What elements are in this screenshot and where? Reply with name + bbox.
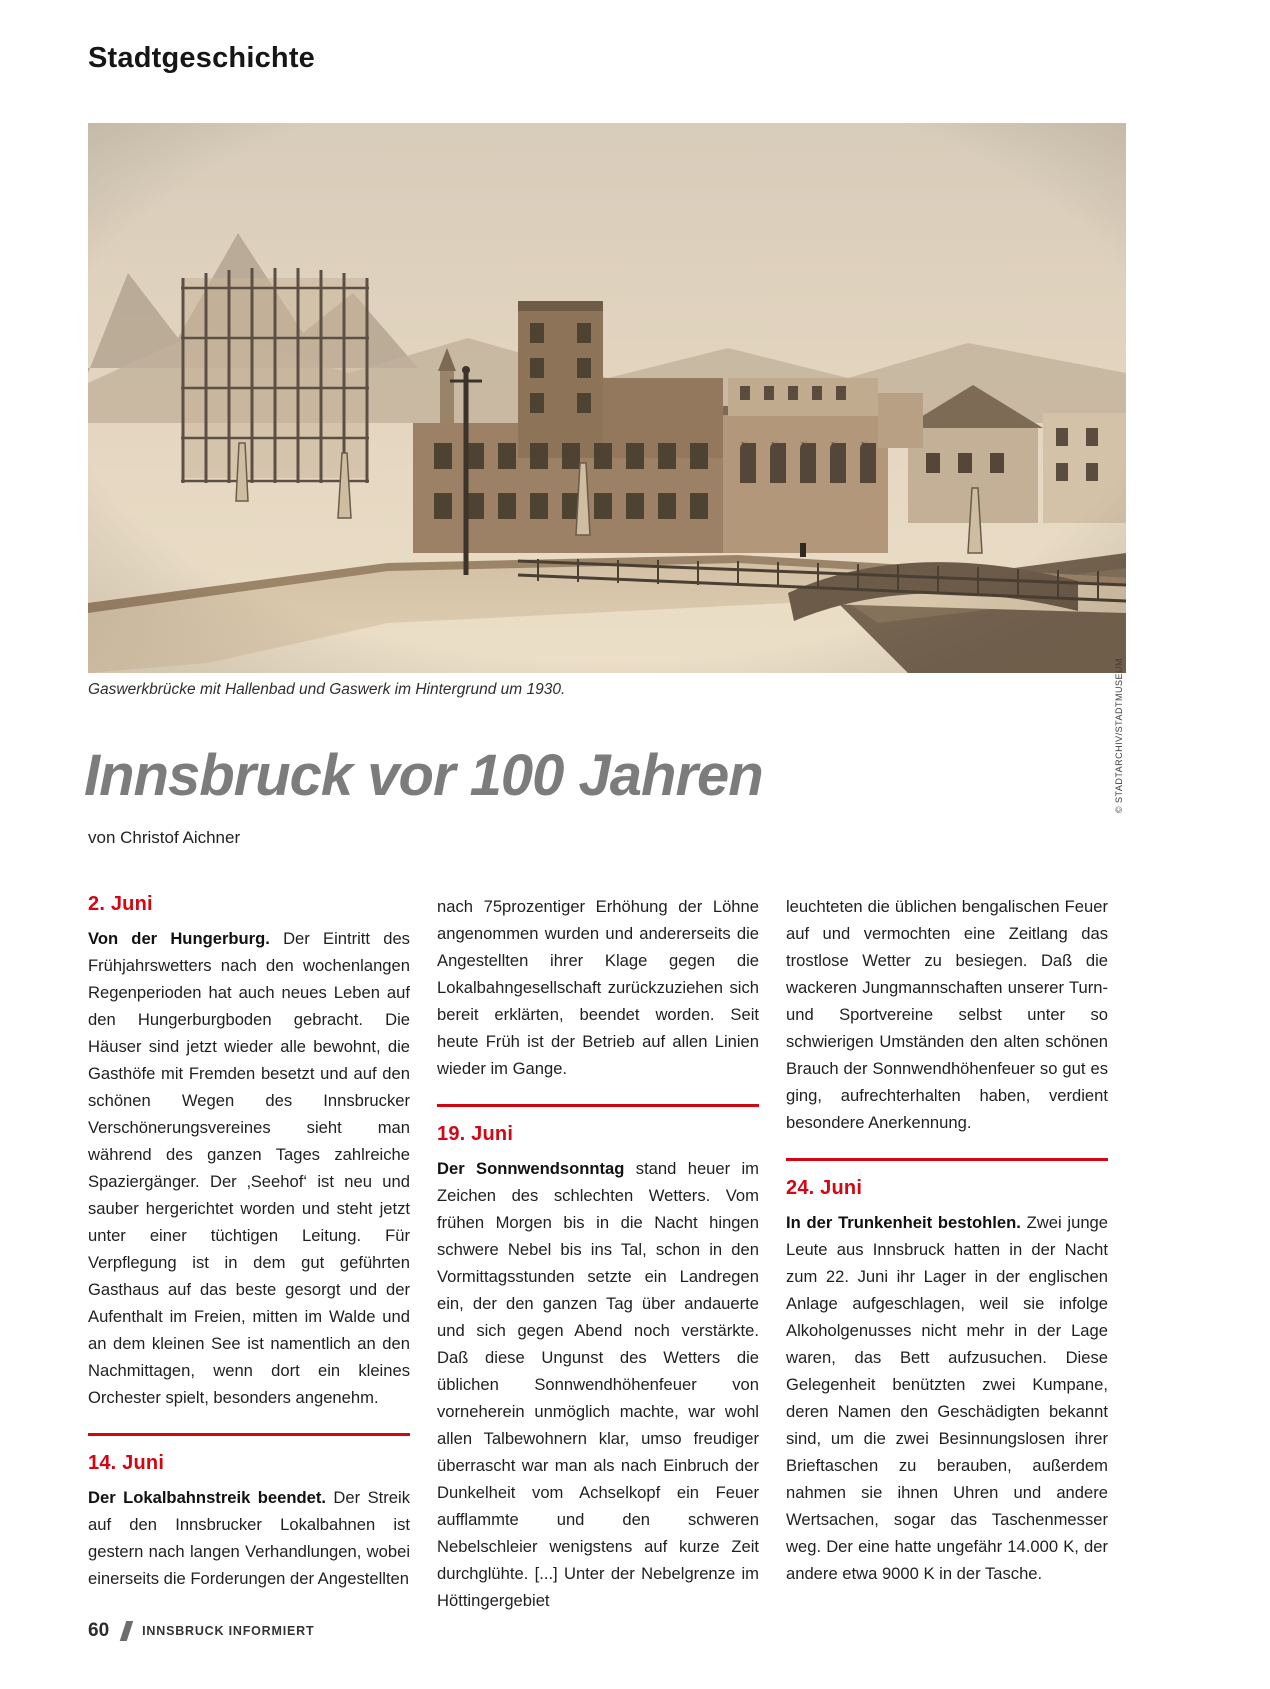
- paragraph-text: stand heuer im Zeichen des schlechten Wetters. Vom frühen Morgen bis in die Nacht hingen schwere Nebel bis ins Tal, schon in den Vormittagsstunden setzte ein Landregen ein, der den ganzen Tag über andauerte und sich gegen Abend noch verstärkte. Daß diese Ungunst des Wetters die üblichen Sonnwendhöhenfeuer von vorneherein unmöglich machte, war wohl allen Talbewohnern klar, umso freudiger überrascht war man als nach Einbruch der Dunkelheit vom Achselkopf ein Feuer aufflammte und den schweren Nebelschleier wenigstens auf kurze Zeit durchglühte. [...] Unter der Nebelgrenze im Höttingergebiet: [437, 1159, 760, 1610]
- page-number: 60: [88, 1620, 110, 1641]
- paragraph-text: leuchteten die üblichen bengalischen Feuer auf und vermochten eine Zeitlang das trostlose Wetter zu besiegen. Daß die wackeren Jungmannschaften unserer Turn- und Sportvereine selbst unter so schwierigen Umständen den alten schönen Brauch der Sonnwendhöhenfeuer so gut es ging, aufrechterhalten haben, verdient besondere Anerkennung.: [786, 897, 1108, 1132]
- paragraph-lead: Der Sonnwendsonntag: [437, 1159, 625, 1178]
- column-3: [786, 893, 1108, 1593]
- photo-illustration: [88, 123, 1126, 673]
- article-paragraph: [88, 925, 410, 1411]
- section-label: Stadtgeschichte: [88, 42, 315, 74]
- article-paragraph: [437, 1155, 759, 1614]
- section-divider: [437, 1104, 759, 1107]
- paragraph-lead: In der Trunkenheit bestohlen.: [786, 1213, 1021, 1232]
- date-heading-2-juni: 2. Juni: [88, 893, 153, 915]
- paragraph-text: Der Eintritt des Frühjahrswetters nach den wochenlangen Regenperioden hat auch neues Leben auf den Hungerburgboden gebracht. Die Häuser sind jetzt wieder alle bewohnt, die Gasthöfe mit Fremden besetzt und auf den schönen Wegen des Innsbrucker Verschönerungsvereines sieht man während des ganzen Tages zahlreiche Spaziergänger. Der ‚Seehof‘ ist neu und sauber hergerichtet worden und steht jetzt unter einer tüchtigen Leitung. Für Verpflegung ist in dem gut geführten Gasthaus auf das beste gesorgt und der Aufenthalt im Freien, mitten im Walde und an dem kleinen See ist namentlich an den Nachmittagen, wenn dort ein kleines Orchester spielt, besonders angenehm.: [88, 929, 410, 1407]
- section-divider: [88, 1433, 410, 1436]
- paragraph-text: nach 75prozentiger Erhöhung der Löhne angenommen wurden und andererseits die Angestellten ihrer Klage gegen die Lokalbahngesellschaft zurückzuziehen sich bereit erklärten, beendet worden. Seit heute Früh ist der Betrieb auf allen Linien wieder im Gange.: [437, 897, 759, 1078]
- article-paragraph-continuation: [786, 893, 1108, 1136]
- magazine-name: INNSBRUCK INFORMIERT: [142, 1624, 315, 1638]
- date-heading-19-juni: 19. Juni: [437, 1123, 514, 1145]
- paragraph-lead: Von der Hungerburg.: [88, 929, 270, 948]
- date-heading-24-juni: 24. Juni: [786, 1177, 863, 1199]
- article-paragraph-continuation: [437, 893, 759, 1082]
- photo-caption: Gaswerkbrücke mit Hallenbad und Gaswerk im Hintergrund um 1930.: [88, 681, 566, 698]
- page-footer: [88, 1620, 314, 1642]
- paragraph-text: Der Streik auf den Innsbrucker Lokalbahnen ist gestern nach langen Verhandlungen, wobei einerseits die Forderungen der Angestellten: [88, 1488, 410, 1588]
- column-1: [88, 893, 410, 1593]
- paragraph-lead: Der Lokalbahnstreik beendet.: [88, 1488, 326, 1507]
- paragraph-text: Zwei junge Leute aus Innsbruck hatten in der Nacht zum 22. Juni ihr Lager in der englischen Anlage aufgeschlagen, weil sie infolge Alkoholgenusses nicht mehr in der Lage waren, das Bett aufzusuchen. Diese Gelegenheit benützten zwei Kumpane, deren Namen den Geschädigten bekannt sind, um die zwei Besinnungslosen ihrer Brieftaschen zu berauben, außerdem nahmen sie ihnen Uhren und andere Wertsachen, sogar das Taschenmesser weg. Der eine hatte ungefähr 14.000 K, der andere etwa 9000 K in der Tasche.: [786, 1213, 1109, 1583]
- article-title: Innsbruck vor 100 Jahren: [84, 743, 763, 808]
- date-heading-14-juni: 14. Juni: [88, 1452, 165, 1474]
- photo-credit: © STADTARCHIV/STADTMUSEUM: [1114, 658, 1124, 814]
- byline: von Christof Aichner: [88, 828, 241, 847]
- article-paragraph: [88, 1484, 410, 1592]
- column-2: [437, 893, 760, 1610]
- article-paragraph: [786, 1209, 1108, 1587]
- section-divider: [786, 1158, 1108, 1161]
- article-columns: [88, 893, 1109, 1610]
- footer-slash-icon: [120, 1621, 133, 1641]
